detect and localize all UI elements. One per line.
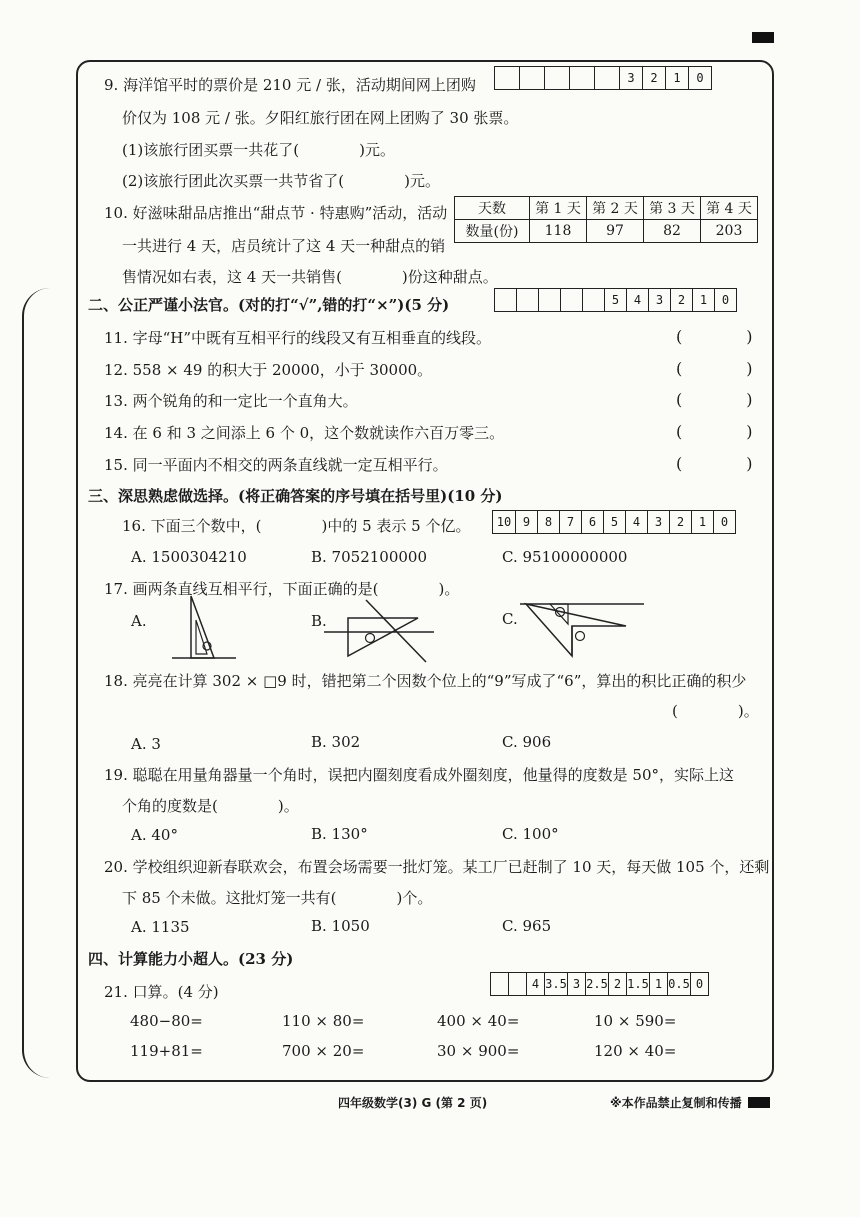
score-cell[interactable]: 10: [493, 511, 516, 533]
table-cell: 203: [701, 220, 758, 243]
q18-option-c[interactable]: C. 906: [502, 733, 552, 751]
score-cell[interactable]: [539, 289, 561, 311]
score-cell[interactable]: 3: [568, 973, 586, 995]
score-cell[interactable]: 0: [721, 293, 730, 307]
score-cell[interactable]: 3: [648, 511, 670, 533]
q17-figure-b-set-square: [318, 596, 438, 668]
score-cell[interactable]: 0: [696, 71, 704, 85]
score-cell[interactable]: 1.5: [627, 973, 650, 995]
score-cell[interactable]: 7: [560, 511, 582, 533]
score-cell[interactable]: [595, 67, 620, 89]
score-cell[interactable]: 1: [692, 511, 714, 533]
score-cell[interactable]: [517, 289, 539, 311]
table-cell: 97: [587, 220, 644, 243]
binding-bracket: [22, 288, 54, 1078]
score-cell[interactable]: [495, 289, 517, 311]
score-cell[interactable]: 2: [670, 511, 692, 533]
registration-mark-top-right: [752, 32, 774, 43]
table-header: 第 1 天: [530, 197, 587, 220]
section3-score-box[interactable]: [492, 510, 736, 534]
score-cell[interactable]: 5: [604, 511, 626, 533]
q20-option-a[interactable]: A. 1135: [131, 918, 190, 936]
q12: 12. 558 × 49 的积大于 20000，小于 30000。: [104, 361, 433, 379]
q10-line2: 一共进行 4 天，店员统计了这 4 天一种甜点的销: [122, 237, 446, 255]
q9-line2: 价仅为 108 元 / 张。夕阳红旅行团在网上团购了 30 张票。: [122, 109, 519, 127]
sales-table: [454, 196, 758, 243]
q17-option-b[interactable]: B.: [311, 612, 327, 630]
table-header: 第 2 天: [587, 197, 644, 220]
footer-copyright-notice: ※本作品禁止复制和传播: [610, 1096, 742, 1110]
score-cell[interactable]: [583, 289, 605, 311]
q16-option-b[interactable]: B. 7052100000: [311, 548, 427, 566]
q16-option-c[interactable]: C. 95100000000: [502, 548, 628, 566]
q11: 11. 字母“H”中既有互相平行的线段又有互相垂直的线段。: [104, 329, 492, 347]
score-cell[interactable]: 6: [582, 511, 604, 533]
oral-calc-item[interactable]: 30 × 900=: [437, 1042, 520, 1060]
score-cell[interactable]: [491, 973, 509, 995]
score-cell[interactable]: [561, 289, 583, 311]
q18-answer-paren[interactable]: ( )。: [672, 702, 759, 720]
table-header: 第 4 天: [701, 197, 758, 220]
table-cell: 82: [644, 220, 701, 243]
score-cell[interactable]: 3: [649, 289, 671, 311]
q17-figure-c-set-square: [506, 596, 646, 666]
q17-figure-a-set-square: [158, 592, 238, 664]
score-cell[interactable]: 5: [605, 289, 627, 311]
q14-answer-paren[interactable]: ( ): [676, 422, 753, 441]
q10-line3: 售情况如右表，这 4 天一共销售( )份这种甜点。: [122, 268, 498, 286]
score-cell[interactable]: 0.5: [668, 973, 691, 995]
q17-option-a[interactable]: A.: [131, 612, 147, 630]
score-cell[interactable]: 9: [516, 511, 538, 533]
score-cell[interactable]: 2.5: [586, 973, 609, 995]
oral-calc-item[interactable]: 10 × 590=: [594, 1012, 677, 1030]
table-row-label: 数量(份): [455, 220, 530, 243]
section4-score-box[interactable]: [490, 972, 709, 996]
q17-stem: 17. 画两条直线互相平行，下面正确的是( )。: [104, 580, 460, 598]
score-cell[interactable]: [495, 67, 520, 89]
q9-sub2: (2)该旅行团此次买票一共节省了( )元。: [122, 172, 440, 190]
q15-answer-paren[interactable]: ( ): [676, 454, 753, 473]
score-cell[interactable]: 2: [609, 973, 627, 995]
q18-option-b[interactable]: B. 302: [311, 733, 361, 751]
q19-option-b[interactable]: B. 130°: [311, 825, 368, 843]
q19-line1: 19. 聪聪在用量角器量一个角时，误把内圈刻度看成外圈刻度，他量得的度数是 50°，实际上这: [104, 766, 734, 784]
score-cell[interactable]: 8: [538, 511, 560, 533]
q9-line1: 9. 海洋馆平时的票价是 210 元 / 张，活动期间网上团购: [104, 76, 476, 94]
score-cell[interactable]: 4: [626, 511, 648, 533]
score-cell[interactable]: 0: [695, 977, 704, 991]
section2-title: 二、公正严谨小法官。(对的打“√”,错的打“×”)(5 分): [88, 296, 450, 314]
score-cell[interactable]: 1: [650, 973, 668, 995]
footer-page-label: 四年级数学(3) G (第 2 页): [338, 1096, 488, 1110]
q9-score-box[interactable]: [494, 66, 712, 90]
q20-line1: 20. 学校组织迎新春联欢会，布置会场需要一批灯笼。某工厂已赶制了 10 天，每天做 105 个，还剩: [104, 858, 770, 876]
score-cell[interactable]: [509, 973, 527, 995]
q19-option-a[interactable]: A. 40°: [131, 826, 178, 844]
table-header: 第 3 天: [644, 197, 701, 220]
q18-option-a[interactable]: A. 3: [131, 735, 161, 753]
score-cell[interactable]: 0: [720, 515, 729, 529]
score-cell[interactable]: 4: [627, 289, 649, 311]
q18-stem: 18. 亮亮在计算 302 × □9 时，错把第二个因数个位上的“9”写成了“6”，算出的积比正确的积少: [104, 672, 747, 690]
q10-line1: 10. 好滋味甜品店推出“甜点节 · 特惠购”活动，活动: [104, 204, 448, 222]
score-cell[interactable]: 3: [620, 67, 643, 89]
q20-line2: 下 85 个未做。这批灯笼一共有( )个。: [122, 889, 433, 907]
section4-title: 四、计算能力小超人。(23 分): [88, 950, 294, 968]
score-cell[interactable]: 3.5: [545, 973, 568, 995]
score-cell[interactable]: [545, 67, 570, 89]
section2-score-box[interactable]: [494, 288, 737, 312]
table-cell: 118: [530, 220, 587, 243]
oral-calc-item[interactable]: 400 × 40=: [437, 1012, 520, 1030]
q14: 14. 在 6 和 3 之间添上 6 个 0，这个数就读作六百万零三。: [104, 424, 505, 442]
q20-option-c[interactable]: C. 965: [502, 917, 552, 935]
oral-calc-item[interactable]: 480−80=: [130, 1012, 203, 1030]
oral-calc-item[interactable]: 700 × 20=: [282, 1042, 365, 1060]
oral-calc-item[interactable]: 119+81=: [130, 1042, 203, 1060]
score-cell[interactable]: 2: [671, 289, 693, 311]
q21-title: 21. 口算。(4 分): [104, 983, 219, 1001]
score-cell[interactable]: 4: [527, 973, 545, 995]
score-cell[interactable]: [520, 67, 545, 89]
q16-option-a[interactable]: A. 1500304210: [131, 548, 247, 566]
q13: 13. 两个锐角的和一定比一个直角大。: [104, 392, 358, 410]
registration-mark-bottom-right: [748, 1097, 770, 1108]
q20-option-b[interactable]: B. 1050: [311, 917, 370, 935]
q15: 15. 同一平面内不相交的两条直线就一定互相平行。: [104, 456, 448, 474]
q16-stem: 16. 下面三个数中，( )中的 5 表示 5 个亿。: [122, 517, 471, 535]
oral-calc-item[interactable]: 120 × 40=: [594, 1042, 677, 1060]
score-cell[interactable]: 1: [693, 289, 715, 311]
section3-title: 三、深思熟虑做选择。(将正确答案的序号填在括号里)(10 分): [88, 487, 503, 505]
q19-line2: 个角的度数是( )。: [122, 797, 299, 815]
q9-sub1: (1)该旅行团买票一共花了( )元。: [122, 141, 395, 159]
score-cell[interactable]: 2: [643, 67, 666, 89]
oral-calc-item[interactable]: 110 × 80=: [282, 1012, 365, 1030]
score-cell[interactable]: [570, 67, 595, 89]
table-header: 天数: [455, 197, 530, 220]
q11-answer-paren[interactable]: ( ): [676, 327, 753, 346]
q17-option-c[interactable]: C.: [502, 610, 518, 628]
q12-answer-paren[interactable]: ( ): [676, 359, 753, 378]
score-cell[interactable]: 1: [666, 67, 689, 89]
q13-answer-paren[interactable]: ( ): [676, 390, 753, 409]
q19-option-c[interactable]: C. 100°: [502, 825, 559, 843]
